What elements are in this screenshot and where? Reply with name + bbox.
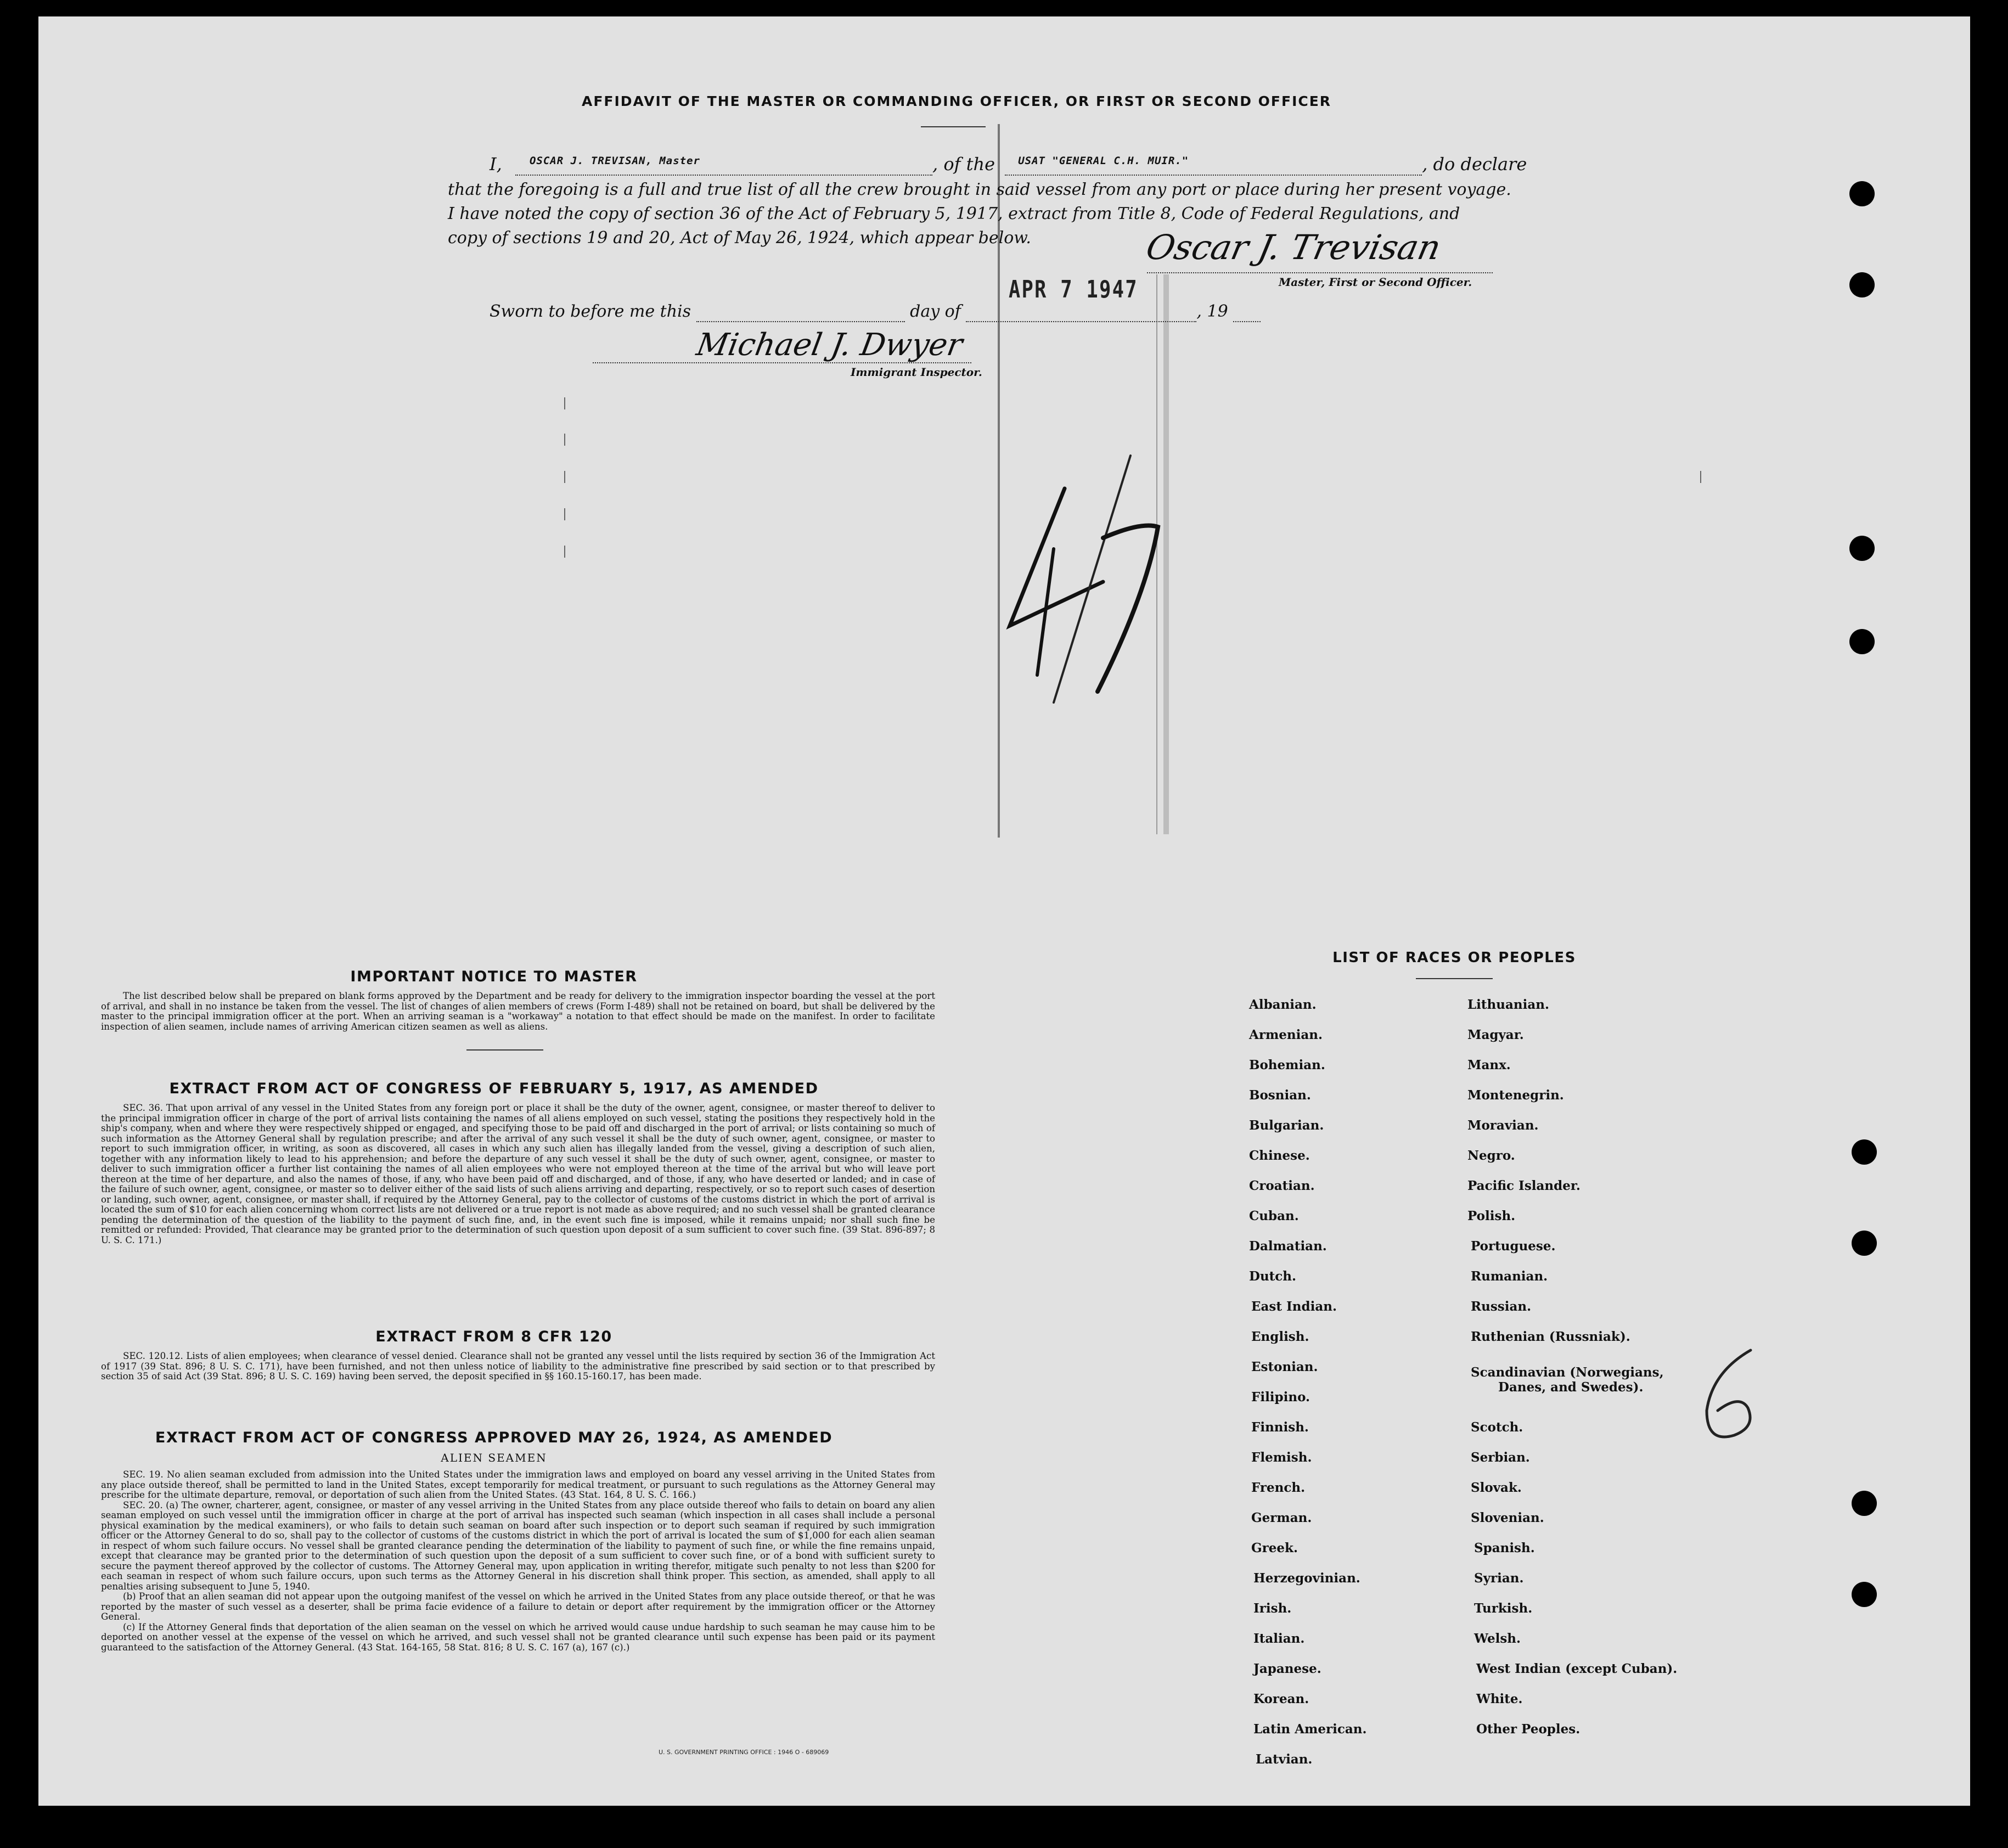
extract-1924-sec20b: (b) Proof that an alien seaman did not appear upon the outgoing manifest of the vessel on which he arrived in the United States from any place outside thereof, or that he was reported by the master of such vessel as a deserter, shall be prima facie evidence of a failure to detain or deport after requirement by the immigration officer or the Attorney General. bbox=[101, 1591, 935, 1622]
handwritten-number-4-7 bbox=[971, 450, 1224, 708]
race-item: Spanish. bbox=[1474, 1541, 1535, 1555]
extract-1917-heading: EXTRACT FROM ACT OF CONGRESS OF FEBRUARY 5, 1917, AS AMENDED bbox=[169, 1080, 819, 1097]
form-mark bbox=[564, 397, 565, 409]
extract-1924-body bbox=[101, 1470, 935, 1653]
binder-hole bbox=[1849, 629, 1875, 654]
binder-hole bbox=[1849, 536, 1875, 561]
sworn-prefix: Sworn to before me this bbox=[490, 302, 691, 321]
race-item: Scandinavian (Norwegians, bbox=[1471, 1365, 1664, 1380]
race-item: White. bbox=[1476, 1692, 1523, 1706]
race-item: Japanese. bbox=[1253, 1661, 1321, 1676]
race-item: Moravian. bbox=[1467, 1118, 1539, 1133]
races-heading: LIST OF RACES OR PEOPLES bbox=[1332, 950, 1576, 966]
master-signature-line bbox=[1147, 272, 1493, 273]
affidavit-line-4: copy of sections 19 and 20, Act of May 26, 1924, which appear below. bbox=[448, 228, 1031, 248]
officer-name: OSCAR J. TREVISAN, Master bbox=[529, 155, 700, 167]
race-item: Montenegrin. bbox=[1467, 1088, 1564, 1103]
race-item: Slovak. bbox=[1471, 1480, 1522, 1495]
race-item: Finnish. bbox=[1251, 1420, 1309, 1435]
race-item: Filipino. bbox=[1251, 1390, 1310, 1405]
race-item: Korean. bbox=[1253, 1692, 1309, 1706]
printing-office-imprint: U. S. GOVERNMENT PRINTING OFFICE : 1946 O - 689069 bbox=[659, 1749, 829, 1756]
race-item: West Indian (except Cuban). bbox=[1476, 1661, 1678, 1676]
binder-hole bbox=[1849, 272, 1875, 297]
race-item: Latvian. bbox=[1256, 1752, 1313, 1767]
race-item: Irish. bbox=[1253, 1601, 1292, 1616]
master-caption: Master, First or Second Officer. bbox=[1279, 276, 1472, 289]
race-item: Russian. bbox=[1471, 1299, 1532, 1314]
race-item: Bulgarian. bbox=[1249, 1118, 1324, 1133]
races-rule bbox=[1416, 978, 1493, 979]
inspector-caption: Immigrant Inspector. bbox=[851, 366, 982, 379]
race-item: Slovenian. bbox=[1471, 1510, 1544, 1525]
extract-1924-sec20c: (c) If the Attorney General finds that deportation of the alien seaman on the vessel on which he arrived would cause undue hardship to such seaman he may cause him to be deported on another vessel at the expense of the vessel on which he arrived, and such vessel shall not be granted clearance until such expense has been paid or its payment guaranteed to the satisfaction of the Attorney General. (43 Stat. 164-165, 58 Stat. 816; 8 U. S. C. 167 (a), 167 (c).) bbox=[101, 1621, 935, 1653]
extract-1917-text: SEC. 36. That upon arrival of any vessel in the United States from any foreign port or place it shall be the duty of the owner, agent, consignee, or master thereof to deliver to the principal immigration officer in charge of the port of arrival lists containing the names of all aliens employed on such vessel, stating the positions they respectively hold in the ship's company, when and where they were respectively shipped or engaged, and specifying those to be paid off and discharged in the port of arrival; or lists containing so much of such information as the Attorney General shall by regulation prescribe; and after the arrival of any such vessel it shall be the duty of such owner, agent, consignee, or master to report to such immigration officer, in writing, as soon as discovered, all cases in which any such alien has illegally landed from the vessel, giving a description of such alien, together with any information likely to lead to his apprehension; and before the departure of any such vessel it shall be the duty of such owner, agent, consignee, or master to deliver to such immigration officer a further list containing the names of all alien employees who were not employed thereon at the time of the arrival but who will leave port thereon at the time of her departure, and also the names of those, if any, who have been paid off and discharged, and of those, if any, who have deserted or landed; and in case of the failure of such owner, agent, consignee, or master so to deliver either of the said lists of such aliens arriving and departing, respectively, or so to report such cases of desertion or landing, such owner, agent, consignee, or master shall, if required by the Attorney General, pay to the collector of customs of the customs district in which the port of arrival is located the sum of $10 for each alien concerning whom correct lists are not delivered or a true report is not made as above required; and no such vessel shall be granted clearance pending the determination of the question of the liability to the payment of such fine, and, in the event such fine is imposed, while it remains unpaid; nor shall such fine be remitted or refunded: Provided, That clearance may be granted prior to the determination of such question upon deposit of a sum sufficient to cover such fine. (39 Stat. 896-897; 8 U. S. C. 171.) bbox=[101, 1103, 935, 1245]
extract-1917-body bbox=[101, 1103, 935, 1245]
race-item: Estonian. bbox=[1251, 1360, 1318, 1374]
race-item: French. bbox=[1251, 1480, 1306, 1495]
handwritten-number-6 bbox=[1690, 1339, 1767, 1449]
inspector-signature-line bbox=[593, 362, 971, 363]
margin-number-text bbox=[38, 16, 39, 17]
affidavit-line-3: I have noted the copy of section 36 of the Act of February 5, 1917, extract from Title 8, Code of Federal Regulations, and bbox=[448, 204, 1460, 223]
binder-hole bbox=[1849, 181, 1875, 206]
affidavit-line-2: that the foregoing is a full and true list of all the crew brought in said vessel from any port or place during her present voyage. bbox=[448, 180, 1511, 199]
affidavit-title: AFFIDAVIT OF THE MASTER OR COMMANDING OFFICER, OR FIRST OR SECOND OFFICER bbox=[582, 93, 1332, 109]
form-mark bbox=[564, 546, 565, 558]
race-item: Armenian. bbox=[1249, 1027, 1323, 1042]
race-item: Cuban. bbox=[1249, 1209, 1299, 1223]
race-item: Negro. bbox=[1467, 1148, 1515, 1163]
line1-prefix: I, bbox=[490, 154, 502, 175]
race-item: Flemish. bbox=[1251, 1450, 1312, 1465]
binder-hole bbox=[1852, 1231, 1877, 1256]
sworn-day: day of bbox=[910, 302, 961, 321]
master-signature: Oscar J. Trevisan bbox=[1143, 227, 1445, 267]
race-item: Chinese. bbox=[1249, 1148, 1310, 1163]
vessel-name: USAT "GENERAL C.H. MUIR." bbox=[1018, 155, 1189, 167]
race-item: Croatian. bbox=[1249, 1178, 1315, 1193]
form-mark bbox=[564, 471, 565, 483]
race-item: Ruthenian (Russniak). bbox=[1471, 1329, 1630, 1344]
race-item: Dutch. bbox=[1249, 1269, 1297, 1284]
race-item: Bohemian. bbox=[1249, 1058, 1325, 1072]
race-item: Serbian. bbox=[1471, 1450, 1530, 1465]
race-item: Lithuanian. bbox=[1467, 997, 1549, 1012]
race-item: English. bbox=[1251, 1329, 1309, 1344]
notice-heading: IMPORTANT NOTICE TO MASTER bbox=[350, 968, 638, 985]
extract-cfr-heading: EXTRACT FROM 8 CFR 120 bbox=[375, 1328, 612, 1345]
document-page bbox=[38, 16, 1970, 1806]
race-item: Albanian. bbox=[1249, 997, 1317, 1012]
race-item: Latin American. bbox=[1253, 1722, 1367, 1737]
race-item: Magyar. bbox=[1467, 1027, 1524, 1042]
binder-hole bbox=[1852, 1582, 1877, 1607]
race-item: Syrian. bbox=[1474, 1571, 1524, 1586]
line1-suffix: , do declare bbox=[1422, 154, 1527, 175]
sworn-year: , 19 bbox=[1196, 302, 1228, 321]
sworn-line bbox=[490, 302, 1261, 322]
race-item: Herzegovinian. bbox=[1253, 1571, 1360, 1586]
race-item: Italian. bbox=[1253, 1631, 1305, 1646]
title-underline bbox=[921, 126, 986, 127]
extract-1924-heading: EXTRACT FROM ACT OF CONGRESS APPROVED MAY 26, 1924, AS AMENDED bbox=[155, 1429, 833, 1446]
race-item: Polish. bbox=[1467, 1209, 1516, 1223]
race-item: Manx. bbox=[1467, 1058, 1511, 1072]
race-item: Bosnian. bbox=[1249, 1088, 1311, 1103]
race-item: Welsh. bbox=[1474, 1631, 1521, 1646]
race-item: Other Peoples. bbox=[1476, 1722, 1580, 1737]
extract-1924-sec20a: SEC. 20. (a) The owner, charterer, agent, consignee, or master of any vessel arriving in the United States from any place outside thereof who fails to detain on board any alien seaman employed on such vessel until the immigration officer in charge at the port of arrival has inspected such seaman (which inspection in all cases shall include a personal physical examination by the medical examiners), or who fails to detain such seaman on board after such inspection or to deport such seaman if required by such immigration officer or the Attorney General to do so, shall pay to the collector of customs of the customs district in which the port of arrival is located the sum of $1,000 for each alien seaman in respect of whom such failure occurs. No vessel shall be granted clearance pending the determination of the liability to payment of such fine, or while the fine remains unpaid, except that clearance may be granted prior to the determination of such question upon the deposit of a sum sufficient to cover such fine, or of a bond with sufficient surety to secure the payment thereof approved by the collector of customs. The Attorney General may, upon application in writing therefor, mitigate such penalty to not less than $200 for each seaman in respect of whom such failure occurs, upon such terms as the Attorney General in his discretion shall think proper. This section, as amended, shall apply to all penalties arising subsequent to June 5, 1940. bbox=[101, 1499, 935, 1592]
race-item: East Indian. bbox=[1251, 1299, 1337, 1314]
affidavit-line-1 bbox=[490, 154, 1527, 176]
date-stamp: APR 7 1947 bbox=[1009, 276, 1138, 304]
binder-hole bbox=[1852, 1139, 1877, 1165]
form-mark bbox=[564, 434, 565, 446]
race-item: Rumanian. bbox=[1471, 1269, 1548, 1284]
line1-of: , of the bbox=[932, 154, 995, 175]
inspector-signature: Michael J. Dwyer bbox=[694, 327, 965, 363]
extract-cfr-body bbox=[101, 1351, 935, 1382]
race-item: German. bbox=[1251, 1510, 1312, 1525]
race-item: Portuguese. bbox=[1471, 1239, 1556, 1254]
extract-1924-sec19: SEC. 19. No alien seaman excluded from admission into the United States under the immigration laws and employed on board any vessel arriving in the United States from any place outside thereof, shall be permitted to land in the United States, except temporarily for medical treatment, or pursuant to such regulations as the Attorney General may prescribe for the ultimate departure, removal, or deportation of such alien from the United States. (43 Stat. 164, 8 U. S. C. 166.) bbox=[101, 1469, 935, 1500]
form-mark bbox=[564, 508, 565, 520]
notice-rule bbox=[466, 1049, 543, 1051]
extract-1924-subheading: ALIEN SEAMEN bbox=[441, 1451, 547, 1464]
notice-text: The list described below shall be prepared on blank forms approved by the Department and be ready for delivery to the immigration inspector boarding the vessel at the port of arrival, and shall in no instance be taken from the vessel. The list of changes of alien members of crews (Form I-489) shall not be retained on board, but shall be delivered by the master to the principal immigration officer at the port. When an arriving seaman is a "workaway" a notation to that effect should be made on the manifest. In order to facilitate inspection of alien seamen, include names of arriving American citizen seamen as well as aliens. bbox=[101, 991, 935, 1032]
race-item: Danes, and Swedes). bbox=[1498, 1380, 1644, 1395]
notice-body bbox=[101, 991, 935, 1032]
race-item: Dalmatian. bbox=[1249, 1239, 1327, 1254]
race-item: Turkish. bbox=[1474, 1601, 1533, 1616]
race-item: Greek. bbox=[1251, 1541, 1298, 1555]
race-item: Scotch. bbox=[1471, 1420, 1523, 1435]
race-item: Pacific Islander. bbox=[1467, 1178, 1580, 1193]
extract-cfr-text: SEC. 120.12. Lists of alien employees; when clearance of vessel denied. Clearance shall not be granted any vessel until the lists required by section 36 of the Immigration Act of 1917 (39 Stat. 896; 8 U. S. C. 171), have been furnished, and not then unless notice of liability to the administrative fine prescribed by said section or to that prescribed by section 35 of said Act (39 Stat. 896; 8 U. S. C. 169) having been served, the deposit specified in §§ 160.15-160.17, has been made. bbox=[101, 1351, 935, 1381]
form-mark bbox=[1700, 471, 1701, 483]
binder-hole bbox=[1852, 1491, 1877, 1516]
